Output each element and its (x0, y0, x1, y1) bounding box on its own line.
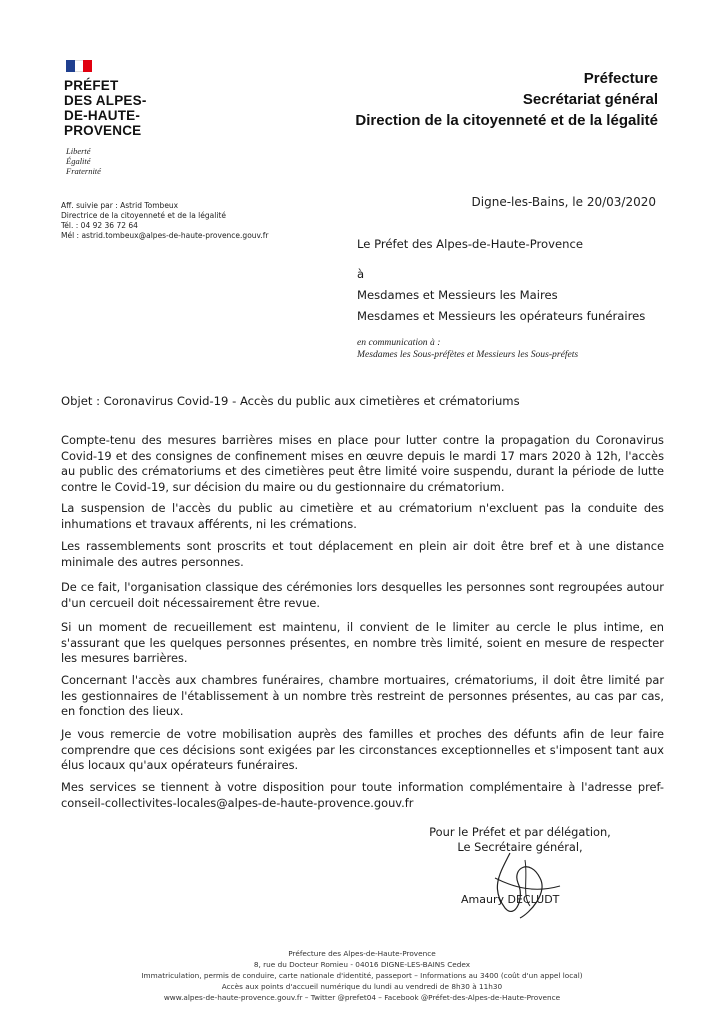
contact-text: Mes services se tiennent à votre disposition pour toute information complémentaire à l'adresse (61, 780, 633, 794)
contact-line: Mél : astrid.tombeux@alpes-de-haute-provence.gouv.fr (61, 231, 269, 240)
motto-line: Liberté (66, 146, 91, 156)
signature-line: Le Secrétaire général, (457, 840, 583, 854)
footer-line: Accès aux points d'accueil numérique du lundi au vendredi de 8h30 à 11h30 (221, 982, 503, 991)
contact-line: Directrice de la citoyenneté et de la légalité (61, 211, 226, 220)
header-line: Direction de la citoyenneté et de la légalité (355, 112, 658, 129)
sender: Le Préfet des Alpes-de-Haute-Provence (357, 237, 583, 251)
body-paragraph: De ce fait, l'organisation classique des cérémonies lors desquelles les personnes sont regroupées autour d'un cercueil doit nécessairement être revue. (61, 580, 664, 610)
logo-line: DE-HAUTE- (64, 108, 141, 123)
body-paragraph: La suspension de l'accès du public au cimetière et au crématorium n'excluent pas la conduite des inhumations et travaux afférents, ni les crémations. (61, 501, 664, 531)
french-flag-icon (66, 60, 92, 72)
motto-line: Égalité (66, 156, 91, 166)
footer-links[interactable]: www.alpes-de-haute-provence.gouv.fr – Twitter @prefet04 – Facebook @Préfet-des-Alpes-de-Haute-Provence (163, 993, 561, 1002)
header-line: Secrétariat général (522, 91, 658, 108)
motto-line: Fraternité (66, 166, 101, 176)
body-paragraph: Si un moment de recueillement est maintenu, il convient de le limiter au cercle le plus intime, en s'assurant que les quelques personnes présentes, en nombre très limité, soient en mesure de respecter les mesures barrières. (61, 620, 664, 665)
letter-subject: Objet : Coronavirus Covid-19 - Accès du public aux cimetières et crématoriums (61, 394, 520, 408)
page-footer (0, 948, 724, 1003)
copy-label: en communication à : (357, 337, 441, 348)
body-paragraph: Les rassemblements sont proscrits et tout déplacement en plein air doit être bref et à une distance minimale des autres personnes. (61, 539, 664, 569)
document-header (355, 68, 658, 131)
signatory-name: Amaury DECLUDT (461, 893, 560, 906)
recipient-mayors: Mesdames et Messieurs les Maires (357, 288, 558, 302)
document-date: Digne-les-Bains, le 20/03/2020 (471, 195, 656, 209)
recipient-a: à (357, 267, 365, 281)
prefet-logo-text (64, 78, 147, 138)
body-paragraph: Compte-tenu des mesures barrières mises en place pour lutter contre la propagation du Coronavirus Covid-19 et des consignes de confinement mises en œuvre depuis le mardi 17 mars 2020 à 12h, l'accès au public des crématoriums et des cimetières peut être limité voire suspendu, durant la période de lutte contre le Covid-19, sur décision du maire ou du gestionnaire du crématorium. (61, 433, 664, 494)
copy-recipients: Mesdames les Sous-préfètes et Messieurs les Sous-préfets (357, 349, 579, 360)
republic-motto (66, 146, 101, 176)
signature-line: Pour le Préfet et par délégation, (429, 825, 611, 839)
footer-line: 8, rue du Docteur Romieu - 04016 DIGNE-LES-BAINS Cedex (253, 960, 471, 969)
body-paragraph: Concernant l'accès aux chambres funéraires, chambre mortuaires, crématoriums, il doit être limité par les gestionnaires de l'établissement à un nombre très restreint de personnes présentes, au cas par cas, en fonction des lieux. (61, 673, 664, 718)
header-line: Préfecture (583, 70, 658, 87)
logo-line: PROVENCE (64, 123, 142, 138)
logo-line: PRÉFET (64, 78, 119, 93)
contact-block (61, 201, 269, 241)
contact-email-link[interactable]: pref-conseil-collectivites-locales@alpes-de-haute-provence.gouv.fr (61, 780, 665, 810)
footer-line: Préfecture des Alpes-de-Haute-Provence (288, 949, 436, 958)
contact-line: Tél. : 04 92 36 72 64 (61, 221, 138, 230)
contact-line: Aff. suivie par : Astrid Tombeux (61, 201, 179, 210)
footer-line: Immatriculation, permis de conduire, carte nationale d'identité, passeport – Informations au 3400 (coût d'un appel local) (141, 971, 583, 980)
body-paragraph-contact (61, 780, 664, 811)
recipient-operators: Mesdames et Messieurs les opérateurs funéraires (357, 309, 646, 323)
body-paragraph: Je vous remercie de votre mobilisation auprès des familles et proches des défunts afin de leur faire comprendre que ces décisions sont exigées par les circonstances exceptionnelles et s'imposent tant aux élus locaux qu'aux opérateurs funéraires. (61, 727, 664, 772)
logo-line: DES ALPES- (64, 93, 147, 108)
handwritten-signature (470, 848, 580, 923)
